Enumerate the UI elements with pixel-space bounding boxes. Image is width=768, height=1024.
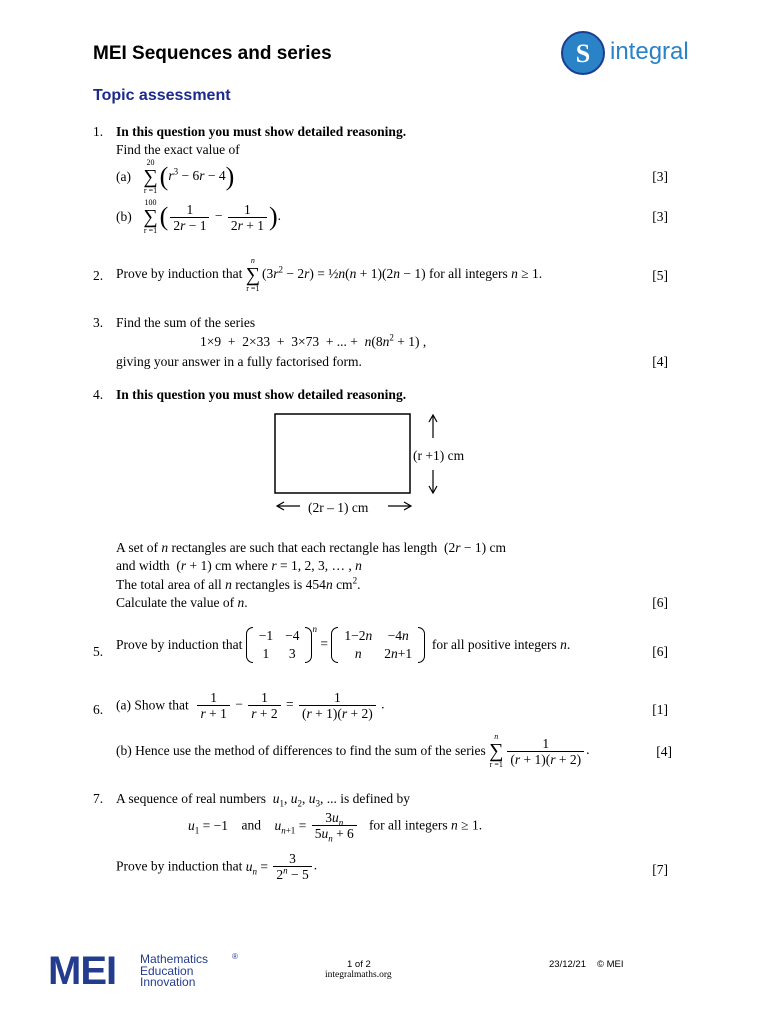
q4-line2: and width (r + 1) cm where r = 1, 2, 3, … , n bbox=[116, 558, 362, 573]
q2-marks: [5] bbox=[652, 268, 668, 283]
q7-marks: [7] bbox=[652, 862, 668, 877]
q3-instruction: giving your answer in a fully factorised form. bbox=[116, 354, 362, 369]
q4-instruction: In this question you must show detailed reasoning. bbox=[116, 387, 407, 402]
q4-number: 4. bbox=[93, 387, 104, 402]
q6b-marks: [4] bbox=[656, 744, 672, 759]
document-title: MEI Sequences and series bbox=[93, 43, 332, 64]
section-subtitle: Topic assessment bbox=[93, 87, 231, 104]
q7-line1: A sequence of real numbers $u_1$, $u_2$, $u_3$, ... is defined by bbox=[116, 791, 410, 809]
q6b-statement: (b) Hence use the method of differences to find the sum of the series n ∑ r =1 $\frac{1}{(r + 1)(r + 2)}$ . bbox=[116, 732, 590, 769]
q6a-marks: [1] bbox=[652, 702, 668, 717]
integral-logo bbox=[560, 30, 710, 76]
q3-number: 3. bbox=[93, 315, 104, 330]
q5-statement: Prove by induction that −1 −4 1 3 $^n$ = 1−2n −4n n 2n+1 for all positive integers n. bbox=[116, 624, 571, 661]
mei-registered-mark: ® bbox=[232, 952, 238, 961]
q6-number: 6. bbox=[93, 702, 104, 717]
website: integralmaths.org bbox=[325, 970, 392, 980]
q3-series: 1×9 + 2×33 + 3×73 + ... + $n(8n^2 + 1)$ , bbox=[200, 332, 427, 349]
length-arrow-left bbox=[277, 502, 300, 510]
q5-marks: [6] bbox=[652, 644, 668, 659]
q1a-sigma: 20 ∑ r =1 bbox=[143, 158, 158, 195]
q2-number: 2. bbox=[93, 268, 104, 283]
q4-line1: A set of n rectangles are such that each rectangle has length (2r − 1) cm bbox=[116, 540, 506, 555]
q5-number: 5. bbox=[93, 644, 104, 659]
q2-sigma: n ∑ r =1 bbox=[245, 256, 260, 293]
page-number: 1 of 2 bbox=[347, 959, 371, 970]
mei-logo-mark: MEI bbox=[48, 949, 117, 993]
width-arrow-up bbox=[429, 415, 437, 438]
q1a-label: (a) bbox=[116, 169, 131, 184]
q1b-expression: (b) 100 ∑ r =1 ( $\frac{1}{2r - 1}$ − $\frac{1}{2r + 1}$ ). bbox=[116, 198, 282, 235]
q1b-label: (b) bbox=[116, 209, 132, 224]
q6b-sigma: n ∑ r =1 bbox=[489, 732, 504, 769]
q7-definition: $u_1 = -1$ and $u_{n+1}$ = $\frac{3u_n}{5u_n + 6}$ for all integers n ≥ 1. bbox=[188, 810, 483, 844]
mei-logo bbox=[48, 949, 248, 993]
q2-statement: Prove by induction that n ∑ r =1 $(3r^2 - 2r)$ = ½n(n + 1)(2n − 1) for all integers n ≥ 1. bbox=[116, 256, 543, 293]
width-arrow-down bbox=[429, 470, 437, 493]
footer-date: 23/12/21 bbox=[549, 959, 586, 970]
rectangle-width-label: (r +1) cm bbox=[413, 448, 465, 463]
q1-instruction: In this question you must show detailed reasoning. bbox=[116, 124, 407, 139]
q7-number: 7. bbox=[93, 791, 104, 806]
q1-prompt: Find the exact value of bbox=[116, 142, 240, 157]
q1b-marks: [3] bbox=[652, 209, 668, 224]
q6a-statement: (a) Show that $\frac{1}{r + 1}$ − $\frac{1}{r + 2}$ = $\frac{1}{(r + 1)(r + 2)}$ . bbox=[116, 690, 385, 721]
q7-proof-statement: Prove by induction that $u_n$ = $\frac{3}{2^n - 5}$ . bbox=[116, 851, 318, 882]
svg-text:S: S bbox=[575, 39, 591, 68]
q1a-expression: (a) 20 ∑ r =1 $(r^3 - 6r - 4)$ bbox=[116, 158, 235, 195]
footer-copyright: © MEI bbox=[597, 959, 624, 970]
integral-logo-mark bbox=[560, 30, 606, 76]
q5-matrix-left: −1 −4 1 3 bbox=[246, 627, 313, 663]
integral-logo-text: integral bbox=[610, 38, 689, 65]
q3-prompt: Find the sum of the series bbox=[116, 315, 256, 330]
rectangle-length-label: (2r – 1) cm bbox=[308, 500, 369, 515]
q4-marks: [6] bbox=[652, 595, 668, 610]
mei-logo-text: Mathematics Education Innovation bbox=[140, 952, 209, 989]
q5-matrix-right: 1−2n −4n n 2n+1 bbox=[331, 627, 425, 663]
q1a-marks: [3] bbox=[652, 169, 668, 184]
q4-line3: The total area of all n rectangles is 454n $cm^2$. bbox=[116, 575, 361, 592]
q3-marks: [4] bbox=[652, 354, 668, 369]
rectangle-diagram bbox=[270, 408, 490, 523]
length-arrow-right bbox=[388, 502, 411, 510]
rectangle-shape bbox=[275, 414, 410, 493]
q1-number: 1. bbox=[93, 124, 104, 139]
q1b-sigma: 100 ∑ r =1 bbox=[143, 198, 158, 235]
q4-line4: Calculate the value of n. bbox=[116, 595, 248, 610]
